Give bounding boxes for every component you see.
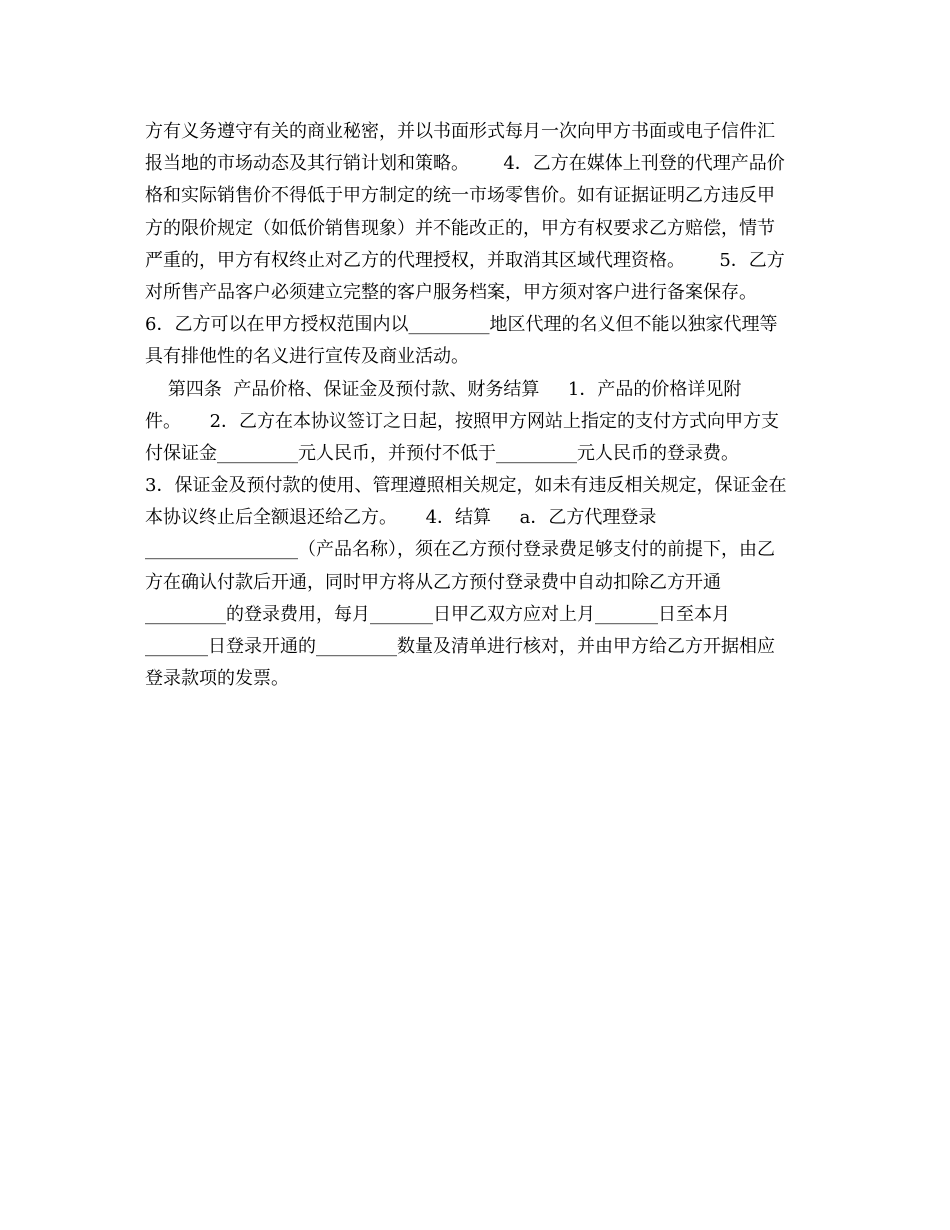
contract-body-text	[145, 116, 810, 695]
text-line: 报当地的市场动态及其行销计划和策略。 4．乙方在媒体上刊登的代理产品价	[145, 153, 785, 175]
text-line: _______日登录开通的_________数量及清单进行核对，并由甲方给乙方开据相应	[145, 636, 775, 657]
section-heading-line: 第四条 产品价格、保证金及预付款、财务结算 1．产品的价格详见附	[145, 378, 742, 400]
text-line: 方在确认付款后开通，同时甲方将从乙方预付登录费中自动扣除乙方开通	[145, 571, 721, 593]
text-line: 本协议终止后全额退还给乙方。 4．结算 a．乙方代理登录	[145, 507, 657, 529]
text-line: 具有排他性的名义进行宣传及商业活动。	[145, 346, 469, 368]
text-line: _________________（产品名称），须在乙方预付登录费足够支付的前提下，由乙	[145, 539, 775, 561]
text-line: 付保证金_________元人民币，并预付不低于_________元人民币的登录费。	[145, 442, 739, 464]
text-line: 登录款项的发票。	[145, 668, 289, 690]
text-line: 方有义务遵守有关的商业秘密，并以书面形式每月一次向甲方书面或电子信件汇	[145, 121, 775, 142]
text-line: 3．保证金及预付款的使用、管理遵照相关规定，如未有违反相关规定，保证金在	[145, 475, 787, 497]
text-line: _________的登录费用，每月_______日甲乙双方应对上月_______日至本月	[145, 603, 730, 625]
text-line: 对所售产品客户必须建立完整的客户服务档案，甲方须对客户进行备案保存。	[145, 281, 757, 303]
text-line: 格和实际销售价不得低于甲方制定的统一市场零售价。如有证据证明乙方违反甲	[145, 185, 775, 207]
text-line: 件。 2．乙方在本协议签订之日起，按照甲方网站上指定的支付方式向甲方支	[145, 410, 780, 432]
text-line: 6．乙方可以在甲方授权范围内以_________地区代理的名义但不能以独家代理等	[145, 314, 778, 336]
text-line: 严重的，甲方有权终止对乙方的代理授权，并取消其区域代理资格。 5．乙方	[145, 249, 785, 271]
text-line: 方的限价规定（如低价销售现象）并不能改正的，甲方有权要求乙方赔偿，情节	[145, 217, 775, 239]
